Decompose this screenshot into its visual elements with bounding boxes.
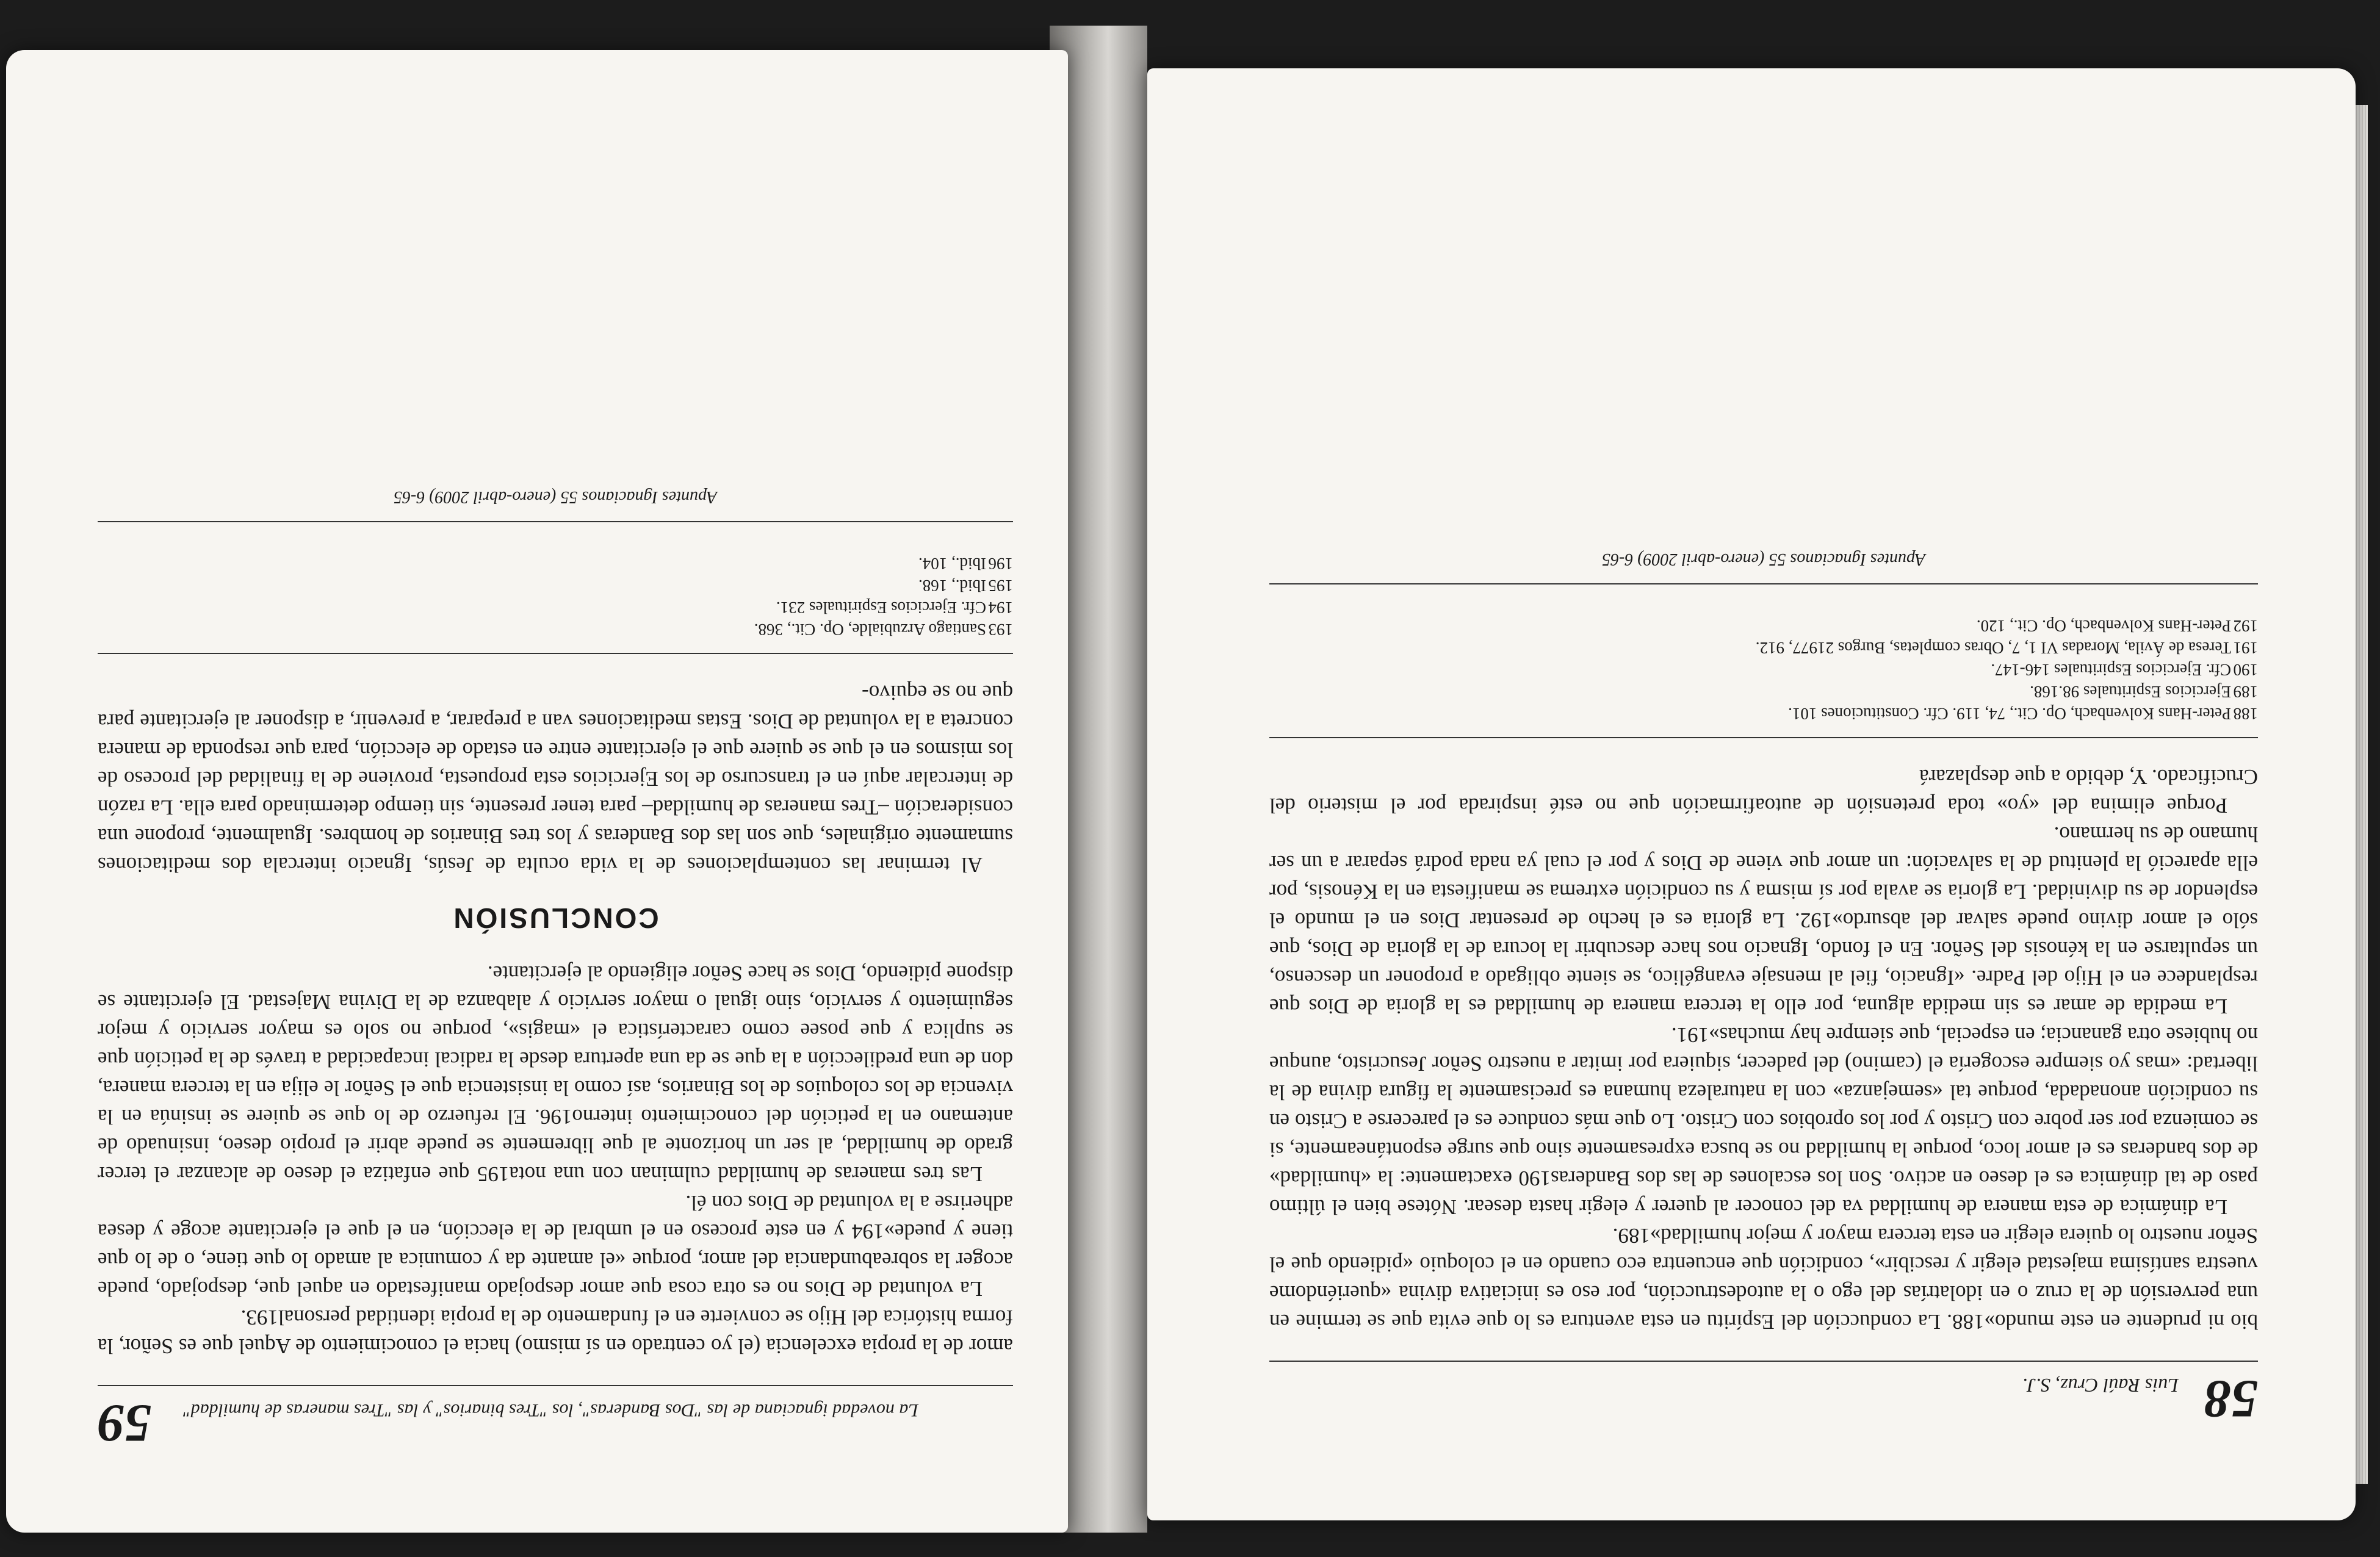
page-number: 58 [2204,1369,2258,1428]
footnotes [1269,615,2258,738]
paragraph: bio ni prudente en este mundo»188. La conducción del Espíritu en esta aventura es lo que evita que se termine en una perversión de la cruz o en idolatrías del ego o la autodestrucción, por eso es iniciativa divina «queriéndome vuestra santísima majestad elegir y rescibir», condición que encuentra eco cuando en el coloquio «pidiendo que el Señor nuestro lo quiera elegir en esta tercera mayor y mejor humildad»189. [1269,1224,2258,1334]
footnote-text: Santiago Arzubialde, Op. Cit., 368. [754,620,986,639]
page-58 [1147,68,2356,1520]
page-header [1269,1361,2258,1429]
running-head: Luis Raúl Cruz, S.J. [2022,1375,2179,1397]
footnote-number: 189 [2233,683,2258,701]
paragraph: Al terminar las contemplaciones de la vida oculta de Jesús, Ignacio intercala dos meditaciones sumamente originales, que son las dos Banderas y los tres Binarios de hombres. Igualmente, propone una consideración –Tres maneras de humildad– para tener presente, sin tiempo determinado para ella. La razón de intercalar aquí en el transcurso de los Ejercicios esta propuesta, proviene de la finalidad del proceso de los mismos en el que se quiere que el ejercitante entre en estado de elección, para que responda de manera concreta a la voluntad de Dios. Estas meditaciones van a preparar, a prevenir, a disponer al ejercitante para que no se equivo- [98,681,1013,877]
footnote [1269,615,2258,637]
footnote-text: Ejercicios Espirituales 98.168. [2030,683,2231,701]
footnote-text: Peter-Hans Kolvenbach, Op. Cit., 120. [1976,617,2231,635]
paragraph: Porque elimina del «yo» toda pretensión de autoafirmación que no esté inspirada por el misterio del Crucificado. Y, debido a que desplazará [1269,765,2258,818]
footnote-text: Ibid., 168. [918,577,986,595]
footnotes [98,553,1013,654]
paragraph: La medida de amar es sin medida alguna, por ello la tercera manera de humildad es la gloria de Dios que resplandece en el Hijo del Padre. «Ignacio, fiel al mensaje evangélico, se siente obligado a proponer un descenso, un sepultarse en la kénosis del Señor. En el fondo, Ignacio nos hace descubrir la locura de la gloria de Dios, que sólo el amor divino puede salvar del absurdo»192. La gloria es el hecho de presentar Dios en el mundo el esplendor de su divinidad. La gloria se avala por sí misma y su condición extrema se manifiesta en la Kénosis, por ella apareció la plenitud de la salvación: un amor que viene de Dios y por el cual ya nada podrá separar a un ser humano de su hermano. [1269,822,2258,1018]
footnote-number: 193 [988,620,1013,639]
footnote-number: 194 [988,599,1013,617]
paragraph: La dinámica de esta manera de humildad va del conocer al querer y elegir hasta desear. Nótese bien el último paso de tal dinámica es el deseo en activo. Son los escalones de las dos Banderas190 exactamente: la «humildad» de dos banderas es el amor loco, porque la humildad no se busca expresamente sino que surge espontáneamente, si se comienza por ser pobre con Cristo y por los oprobios con Cristo. Lo que más conduce es el parecerse a Cristo en su condición anonadada, porque tal «semejanza» con la naturaleza humana es precisamente la figura divina de la libertad: «mas yo siempre escogería el (camino) del padecer, siquiera por imitar a nuestro Señor Jesucristo, aunque no hubiese otra ganancia; en especial, que siempre hay muchas»191. [1269,1023,2258,1219]
page-footer: Apuntes Ignacianos 55 (enero-abril 2009) 6-65 [98,487,1013,522]
footnote [98,575,1013,597]
footnote [98,597,1013,619]
page-number: 59 [98,1393,151,1453]
footnote-text: Cfr. Ejercicios Espirituales 231. [776,599,986,617]
page-header [98,1385,1013,1453]
paragraph: Las tres maneras de humildad culminan con una nota195 que enfatiza el deseo de alcanzar el tercer grado de humildad, al ser un horizonte al que libremente se puede abrir el propio deseo, insinuado de antemano en la petición del conocimiento interno196. El refuerzo de lo que se quiere se insinúa en la vivencia de los coloquios de los Binarios, así como la insistencia que el Señor le elija en la tercera manera, don de una predilección a la que se da una apertura desde la radical incapacidad a través de la petición que se suplica y que posee como característica el «magis», porque no solo es mayor servicio y mejor seguimiento y servicio, sino igual o mayor servicio y alabanza de la Divina Majestad. El ejercitante se dispone pidiendo, Dios se hace Señor eligiendo al ejercitante. [98,962,1013,1186]
footnote-number: 190 [2233,661,2258,679]
footnote [98,553,1013,575]
paragraph: La voluntad de Dios no es otra cosa que amor despojado manifestado en aquel que, despojado, puede acoger la sobreabundancia del amor, porque «el amante da y comunica al amado lo que tiene, o de lo que tiene y puede»194 y en este proceso en el umbral de la elección, en el que el ejercitante acoge y desea adherirse a la voluntad de Dios con él. [98,1191,1013,1301]
footnote [1269,681,2258,703]
footnote-text: Peter-Hans Kolvenbach, Op. Cit., 74, 119. Cfr. Constituciones 101. [1788,705,2231,723]
body-text [1269,763,2258,1336]
body-text [98,678,1013,1361]
footnote-number: 195 [988,577,1013,595]
footnote [1269,659,2258,681]
footnote [1269,637,2258,659]
running-head: La novedad ignaciana de las "Dos Banderas", los "Tres binarios" y las "Tres maneras de humildad" [183,1400,919,1420]
footnote-number: 188 [2233,705,2258,723]
section-heading: CONCLUSIÓN [452,902,659,934]
footnote-number: 191 [2233,639,2258,657]
footnote-text: Ibid., 104. [918,555,986,573]
paragraph: amor de la propia excelencia (el yo centrado en sí mismo) hacia el conocimiento de Aquel que es Señor, la forma histórica del Hijo se convierte en el fundamento de la propia identidad personal193. [98,1306,1013,1358]
footnote [1269,703,2258,725]
page-59 [6,50,1068,1533]
footnote-number: 192 [2233,617,2258,635]
page-footer: Apuntes Ignacianos 55 (enero-abril 2009) 6-65 [1269,549,2258,584]
footnote-text: Teresa de Ávila, Moradas VI 1, 7, Obras completas, Burgos 21977, 912. [1755,639,2231,657]
footnote [98,619,1013,641]
footnote-text: Cfr. Ejercicios Espirituales 146-147. [1991,661,2231,679]
footnote-number: 196 [988,555,1013,573]
